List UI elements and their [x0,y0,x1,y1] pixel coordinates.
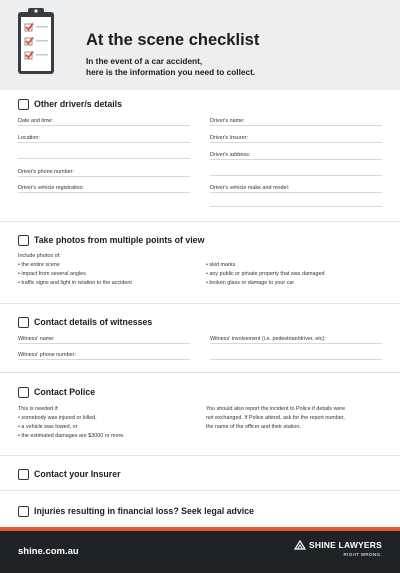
field-line[interactable] [210,159,382,160]
field-label-date-time: Date and time: [18,118,54,124]
field-line[interactable] [18,142,190,143]
section-injuries [18,505,382,517]
section-title: Contact your Insurer [34,469,121,479]
note-line: the name of the officer and their station. [206,424,301,430]
section-divider [0,372,400,373]
field-line[interactable] [210,125,382,126]
field-label-driver-phone: Driver's phone number: [18,169,74,175]
photos-intro: Include photos of: [18,253,61,259]
section-insurer [18,468,382,480]
field-label-witness-involvement: Witness' involvement (i.e. pedestrian/driver, etc): [210,336,326,342]
section-title: Take photos from multiple points of view [34,235,205,245]
field-line[interactable] [210,359,382,360]
subtitle-line: In the event of a car accident, [86,56,203,66]
brand-tagline: RIGHT WRONG. [343,552,382,557]
list-item: • somebody was injured or killed, [18,415,97,421]
photos-list-right [206,261,324,288]
note-line: You should also report the incident to Police if details were [206,406,346,412]
checkbox-insurer[interactable] [18,469,29,480]
subtitle-line: here is the information you need to collect. [86,67,256,77]
field-line[interactable] [210,175,382,176]
field-line[interactable] [210,192,382,193]
checkbox-injuries[interactable] [18,506,29,517]
note-line: not exchanged. If Police attend, ask for the report number, [206,415,345,421]
field-label-driver-address: Driver's address: [210,152,251,158]
page-subtitle [86,56,386,78]
list-item: • traffic signs and light in relation to the accident [18,280,132,286]
police-note [206,405,345,432]
checkbox-police[interactable] [18,387,29,398]
field-label-vehicle-registration: Driver's vehicle registration: [18,185,85,191]
section-divider [0,490,400,491]
field-label-witness-name: Witness' name: [18,336,55,342]
list-item: • the entire scene [18,262,60,268]
section-divider [0,455,400,456]
section-title: Other driver/s details [34,99,123,109]
section-divider [0,303,400,304]
field-label-make-model: Driver's vehicle make and model: [210,185,290,191]
section-photos [18,234,382,246]
police-conditions [18,405,125,441]
brand-name: SHINE LAWYERS [309,540,382,550]
list-item: • a vehicle was towed, or [18,424,78,430]
field-line[interactable] [210,142,382,143]
list-item: • skid marks [206,262,236,268]
list-item: • any public or private property that was damaged [206,271,325,277]
field-label-driver-insurer: Driver's Insurer: [210,135,248,141]
brand-logo [294,540,382,557]
police-intro: This is needed if: [18,406,59,412]
section-title: Contact details of witnesses [34,317,153,327]
section-title: Injuries resulting in financial loss? Seek legal advice [34,506,254,516]
section-divider [0,221,400,222]
checkbox-photos[interactable] [18,235,29,246]
field-line[interactable] [18,343,190,344]
list-item: • broken glass or damage to your car [206,280,295,286]
checkbox-witnesses[interactable] [18,317,29,328]
section-title: Contact Police [34,387,96,397]
list-item: • impact from several angles [18,271,86,277]
clipboard-checklist-icon [16,6,56,82]
field-line[interactable] [210,343,382,344]
field-line[interactable] [18,176,190,177]
field-line[interactable] [18,158,190,159]
checkbox-other-driver[interactable] [18,99,29,110]
field-label-location: Location: [18,135,40,141]
field-line[interactable] [18,359,190,360]
list-item: • the estimated damages are $3000 or more. [18,433,125,439]
section-witnesses [18,316,382,328]
section-police [18,386,382,398]
field-label-driver-name: Driver's name: [210,118,245,124]
page-title: At the scene checklist [86,31,260,49]
photos-list-left [18,252,132,288]
field-line[interactable] [18,192,190,193]
shine-logo-icon [294,540,306,550]
website-link[interactable]: shine.com.au [18,546,79,557]
field-line[interactable] [18,125,190,126]
field-line[interactable] [210,206,382,207]
field-label-witness-phone: Witness' phone number: [18,352,76,358]
section-other-driver [18,98,382,110]
